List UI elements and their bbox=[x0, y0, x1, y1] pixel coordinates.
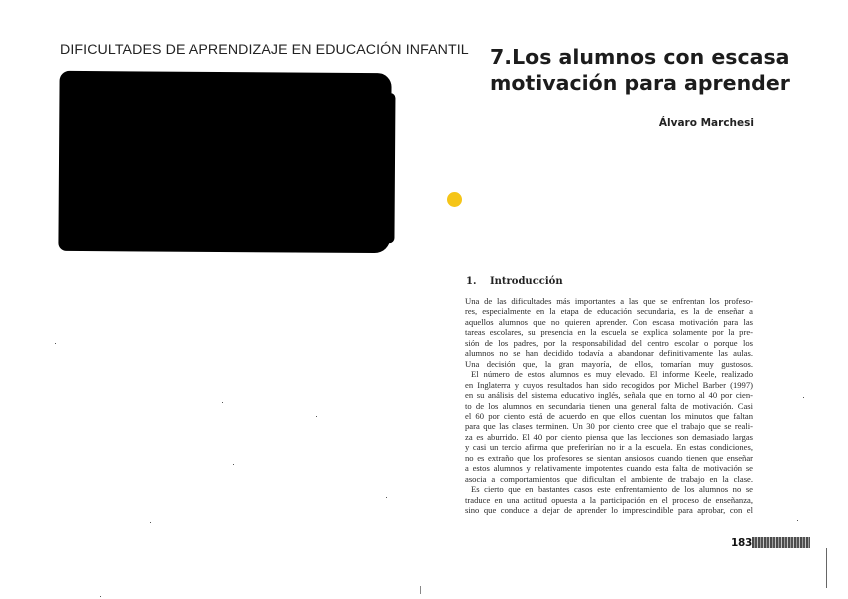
body-line: a estos alumnos y relativamente impotentes cuando esta falta de motivación se bbox=[465, 463, 753, 474]
body-line: to de los alumnos en secundaria tienen una general falta de motivación. Casi bbox=[465, 400, 753, 411]
body-line: Una decisión que, la gran mayoría, de ellos, tomarían muy gustosos. bbox=[465, 358, 753, 369]
scan-speck bbox=[386, 497, 387, 498]
body-line: za es aburrido. El 40 por ciento piensa que las lecciones son demasiado largas bbox=[465, 431, 753, 442]
scan-edge-mark bbox=[826, 548, 827, 588]
body-text bbox=[465, 296, 753, 516]
body-line: y casi un tercio afirma que preferirían no ir a la escuela. En estas condiciones, bbox=[465, 442, 753, 453]
body-line: para que las clases terminen. Un 30 por ciento cree que el trabajo que se reali- bbox=[465, 421, 753, 432]
chapter-number: 7. bbox=[490, 45, 513, 69]
page-header: DIFICULTADES DE APRENDIZAJE EN EDUCACIÓN INFANTIL bbox=[60, 42, 469, 58]
body-line: alumnos no se han decidido todavía a abandonar definitivamente las aulas. bbox=[465, 348, 753, 359]
author-name: Álvaro Marchesi bbox=[658, 117, 754, 129]
page-number: 183 bbox=[731, 537, 753, 549]
body-line: tareas escolares, su presencia en la escuela se explica solamente por la pre- bbox=[465, 327, 753, 338]
page-number-smudge bbox=[752, 537, 810, 548]
body-line: res, especialmente en la etapa de educación secundaria, es la de enseñar a bbox=[465, 306, 753, 317]
body-line: aquellos alumnos que no quieren aprender. Con escasa motivación para las bbox=[465, 316, 753, 327]
body-line: en su análisis del sistema educativo inglés, señala que en torno al 40 por cien- bbox=[465, 390, 753, 401]
chapter-title-line2: motivación para aprender bbox=[490, 71, 790, 95]
scan-speck bbox=[316, 416, 317, 417]
body-line: sión de los padres, por la responsabilidad del centro escolar o porque los bbox=[465, 337, 753, 348]
chapter-title-line1: Los alumnos con escasa bbox=[512, 45, 790, 69]
body-line: sino que conduce a dejar de aprender lo imprescindible para aprobar, con el bbox=[465, 505, 753, 516]
body-line: en Inglaterra y cuyos resultados han sido recogidos por Michel Barber (1997) bbox=[465, 379, 753, 390]
scan-speck bbox=[233, 464, 234, 465]
body-line: Una de las dificultades más importantes a las que se enfrentan los profeso- bbox=[465, 296, 753, 306]
scan-speck bbox=[100, 596, 101, 597]
scan-speck bbox=[55, 343, 56, 344]
scan-speck bbox=[222, 402, 223, 403]
body-line: asocia a comportamientos que dificultan el ambiente de trabajo en la clase. bbox=[465, 473, 753, 484]
body-line: El número de estos alumnos es muy elevado. El informe Keele, realizado bbox=[471, 369, 753, 380]
yellow-marker-dot bbox=[447, 192, 462, 207]
scan-speck bbox=[150, 522, 151, 523]
scan-speck bbox=[803, 397, 804, 398]
redaction-block bbox=[58, 71, 391, 253]
scan-speck bbox=[797, 520, 798, 521]
section-title: Introducción bbox=[489, 276, 563, 287]
body-line: traduce en una actitud opuesta a la participación en el proceso de enseñanza, bbox=[465, 494, 753, 505]
section-number: 1. bbox=[466, 276, 477, 287]
body-line: el 60 por ciento está de acuerdo en que ellos cuentan los minutos que faltan bbox=[465, 410, 753, 421]
body-line: Es cierto que en bastantes casos este enfrentamiento de los alumnos no se bbox=[471, 484, 753, 495]
chapter-title bbox=[490, 44, 790, 96]
scan-fold-mark bbox=[420, 586, 421, 594]
body-line: no es extraño que los profesores se sientan ansiosos cuando tienen que enseñar bbox=[465, 452, 753, 463]
section-heading bbox=[466, 276, 563, 287]
